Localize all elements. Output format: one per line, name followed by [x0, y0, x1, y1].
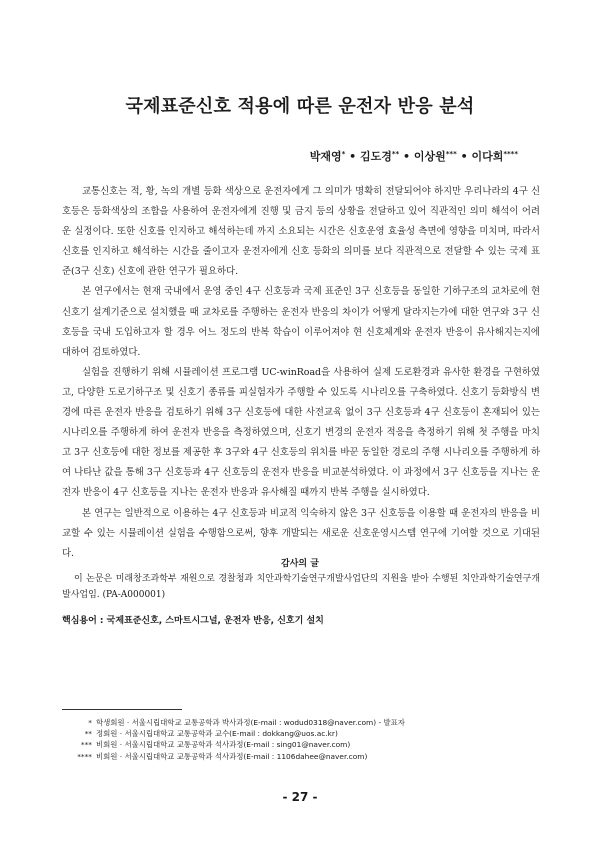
author-name: 이다희 — [471, 150, 504, 163]
footnote-mark: **** — [77, 751, 92, 761]
footnote — [62, 728, 542, 739]
footnote-mark: *** — [80, 740, 92, 750]
author-name: 이상원 — [413, 150, 446, 163]
keywords: 핵심용어 : 국제표준신호, 스마트시그널, 운전자 반응, 신호기 설치 — [62, 616, 324, 626]
abstract-paragraph: 본 연구는 일반적으로 이용하는 4구 신호등과 비교적 익숙하지 않은 3구 신호등을 이용할 때 운전자의 반응을 비교할 수 있는 시뮬레이션 실험을 수행함으로써, 향후 개발되는 새로운 신호운영시스템 연구에 기여할 것으로 기대된다. — [62, 507, 540, 559]
footnote — [62, 739, 542, 750]
footnote-text: 비회원 · 서울시립대학교 교통공학과 석사과정(E-mail : 1106dahee@naver.com) — [96, 751, 368, 761]
author-separator: • — [399, 150, 414, 163]
footnote-divider — [62, 709, 182, 710]
abstract — [62, 182, 540, 564]
author-mark: * — [341, 150, 346, 158]
abstract-paragraph: 실험을 진행하기 위해 시뮬레이션 프로그램 UC-winRoad을 사용하여 실제 도로환경과 유사한 환경을 구현하였고, 다양한 도로기하구조 및 신호기 종류를 피실험자가 주행할 수 있도록 시나리오를 구축하였다. 신호기 등화방식 변경에 따른 운전자 반응을 검토하기 위해 3구 신호등에 대한 사전교육 없이 3구 신호등과 4구 신호등이 혼재되어 있는 시나리오를 주행하게 하여 운전자 반응을 측정하였으며, 신호기 변경의 운전자 적응을 측정하기 위해 첫 주행을 마치고 3구 신호등에 대한 정보를 제공한 후 3구와 4구 신호등의 위치를 바꾼 동일한 경로의 주행 시나리오를 주행하게 하여 나타난 값을 통해 3구 신호등과 4구 신호등의 운전자 반응을 비교분석하였다. 이 과정에서 3구 신호등을 지나는 운전자 반응이 4구 신호등을 지나는 운전자 반응과 유사해질 때까지 반복 주행을 실시하였다. — [62, 366, 540, 499]
footnotes — [62, 717, 542, 762]
author-mark: ** — [391, 150, 400, 158]
footnote-text: 학생회원 · 서울시립대학교 교통공학과 박사과정(E-mail : wodud0318@naver.com) - 발표자 — [96, 718, 405, 727]
abstract-paragraph: 교통신호는 적, 황, 녹의 개별 등화 색상으로 운전자에게 그 의미가 명확히 전달되어야 하지만 우리나라의 4구 신호등은 등화색상의 조합을 사용하여 운전자에게 진행 및 금지 등의 상황을 전달하고 있어 직관적인 의미 해석이 어려운 실정이다. 또한 신호를 인지하고 해석하는데 까지 소요되는 시간은 신호운영 효율성 측면에 영향을 미치며, 따라서 신호를 인지하고 해석하는 시간을 줄이고자 운전자에게 신호 등화의 의미를 보다 직관적으로 전달할 수 있는 국제 표준(3구 신호) 신호에 관한 연구가 필요하다. — [62, 186, 540, 278]
author-name: 박재영 — [309, 150, 342, 163]
footnote-text: 비회원 · 서울시립대학교 교통공학과 석사과정(E-mail : sing01@naver.com) — [96, 740, 351, 750]
author-separator: • — [456, 150, 472, 163]
abstract-paragraph: 본 연구에서는 현재 국내에서 운영 중인 4구 신호등과 국제 표준인 3구 신호등을 동일한 기하구조의 교차로에 현 신호기 설계기준으로 설치했을 때 교차로를 주행하는 운전자 반응의 차이가 어떻게 달라지는가에 대한 연구와 3구 신호등을 국내 도입하고자 할 경우 어느 정도의 반복 학습이 이루어져야 현 신호체계와 운전자 반응이 유사해지는지에 대하여 검토하였다. — [62, 286, 540, 358]
page-number: - 27 - — [282, 790, 318, 804]
author-mark: **** — [503, 150, 518, 158]
footnote-mark: * — [88, 718, 92, 727]
author-name: 김도경 — [359, 150, 392, 163]
footnote-mark: ** — [84, 729, 92, 739]
footnote — [62, 717, 542, 728]
footnote-text: 정회원 · 서울시립대학교 교통공학과 교수(E-mail : dokkang@uos.ac.kr) — [96, 729, 338, 739]
author-list — [310, 148, 518, 164]
author-separator: • — [345, 150, 360, 163]
author-mark: *** — [445, 150, 457, 158]
paper-title: 국제표준신호 적용에 따른 운전자 반응 분석 — [125, 96, 475, 117]
footnote — [62, 751, 542, 762]
acknowledgment-heading: 감사의 글 — [281, 559, 319, 569]
acknowledgment-text: 이 논문은 미래창조과학부 재원으로 경찰청과 치안과학기술연구개발사업단의 지원을 받아 수행된 치안과학기술연구개발사업임. (PA-A000001) — [62, 574, 540, 600]
